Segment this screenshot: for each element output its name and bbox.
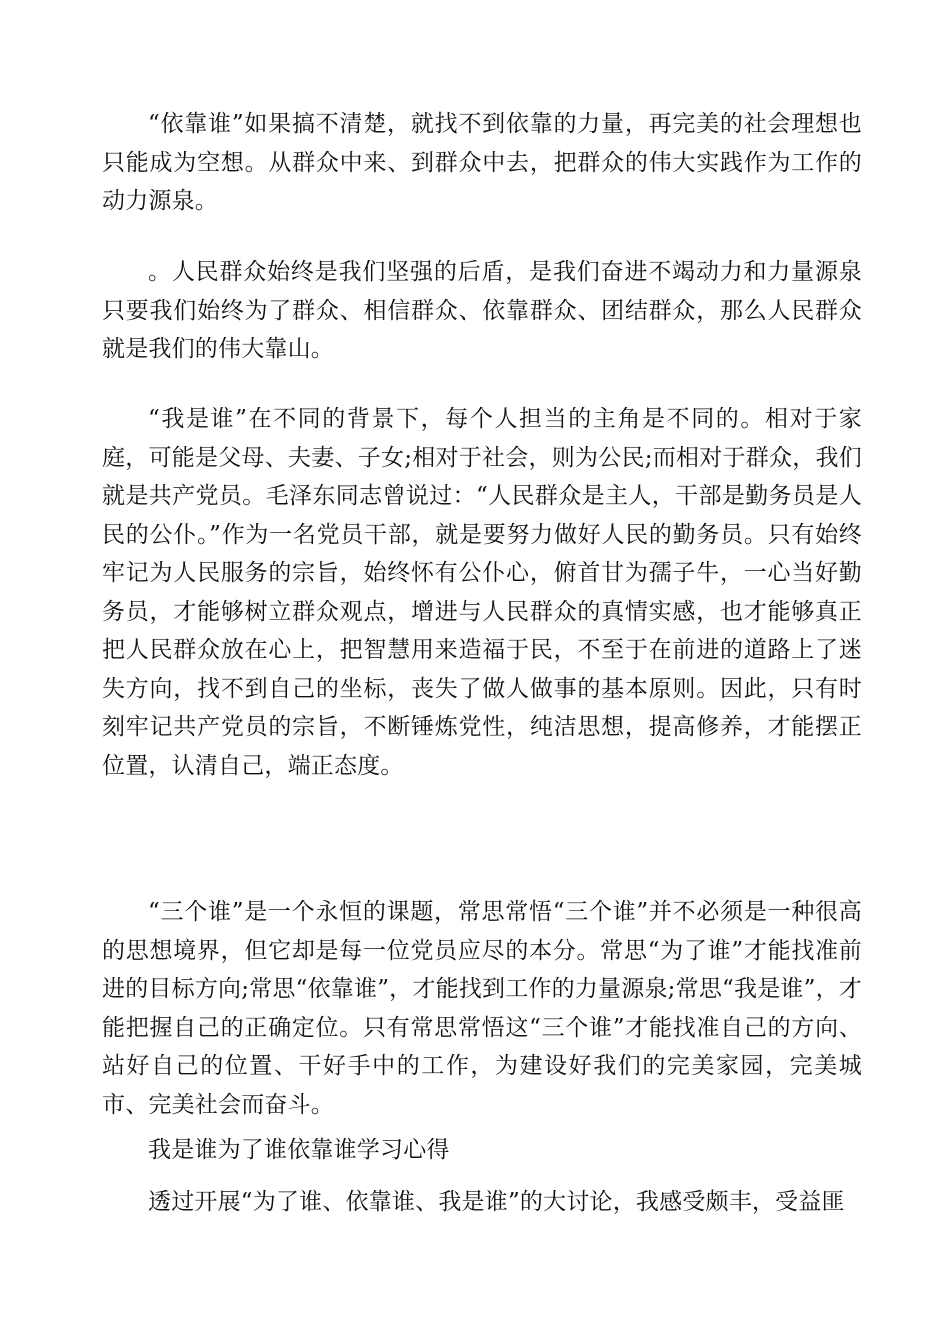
paragraph-discussion: 透过开展“为了谁、依靠谁、我是谁”的大讨论，我感受颇丰，受益匪 xyxy=(148,1189,845,1215)
paragraph-three-whos: “三个谁”是一个永恒的课题，常思常悟“三个谁”并不必须是一种很高的思想境界，但它却是每一位党员应尽的本分。常思“为了谁”才能找准前进的目标方向;常思“依靠谁”，才能找到工作的力量源泉;常思“我是谁”，才能把握自己的正确定位。只有常思常悟这“三个谁”才能找准自己的方向、站好自己的位置、干好手中的工作，为建设好我们的完美家园，完美城市、完美社会而奋斗。 xyxy=(102,899,862,1118)
section-heading: 我是谁为了谁依靠谁学习心得 xyxy=(148,1137,450,1163)
paragraph-masses-backing: 。人民群众始终是我们坚强的后盾，是我们奋进不竭动力和力量源泉只要我们始终为了群众、相信群众、依靠群众、团结群众，那么人民群众就是我们的伟大靠山。 xyxy=(102,259,862,362)
paragraph-reliance: “依靠谁”如果搞不清楚，就找不到依靠的力量，再完美的社会理想也只能成为空想。从群众中来、到群众中去，把群众的伟大实践作为工作的动力源泉。 xyxy=(102,111,862,214)
paragraph-who-am-i: “我是谁”在不同的背景下，每个人担当的主角是不同的。相对于家庭，可能是父母、夫妻、子女;相对于社会，则为公民;而相对于群众，我们就是共产党员。毛泽东同志曾说过：“人民群众是主人，干部是勤务员是人民的公仆。”作为一名党员干部，就是要努力做好人民的勤务员。只有始终牢记为人民服务的宗旨，始终怀有公仆心，俯首甘为孺子牛，一心当好勤务员，才能够树立群众观点，增进与人民群众的真情实感，也才能够真正把人民群众放在心上，把智慧用来造福于民，不至于在前进的道路上了迷失方向，找不到自己的坐标，丧失了做人做事的基本原则。因此，只有时刻牢记共产党员的宗旨，不断锤炼党性，纯洁思想，提高修养，才能摆正位置，认清自己，端正态度。 xyxy=(102,406,862,779)
